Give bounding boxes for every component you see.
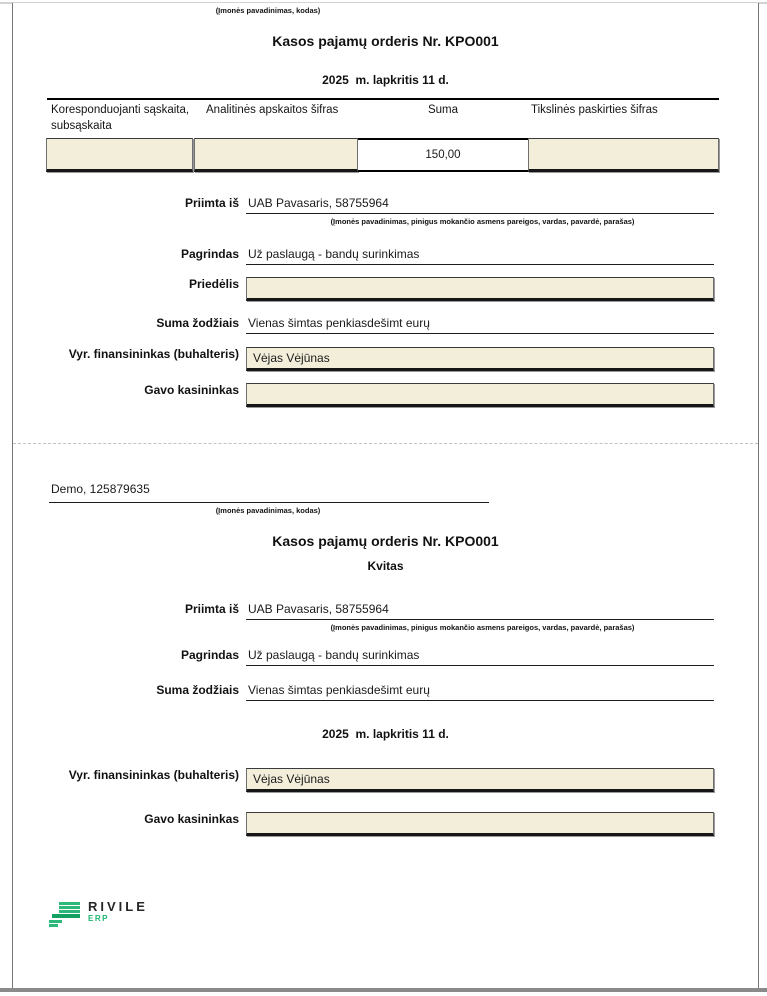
label-suma-zodziais: Suma žodžiais bbox=[156, 316, 239, 330]
section-divider bbox=[13, 443, 758, 444]
label-receipt-suma-zodziais: Suma žodžiais bbox=[156, 683, 239, 697]
row-receipt-vyr-finansininkas bbox=[47, 768, 719, 792]
value-priimta-is: UAB Pavasaris, 58755964 bbox=[246, 196, 714, 214]
receipt-subtitle: Kvitas bbox=[367, 559, 404, 573]
field-receipt-gavo-kasininkas[interactable] bbox=[246, 812, 714, 836]
field-analytic-code[interactable] bbox=[194, 138, 358, 172]
receipt-date: 2025 m. lapkritis 11 d. bbox=[322, 727, 449, 741]
row-pagrindas bbox=[47, 247, 719, 265]
label-vyr-finansininkas: Vyr. finansininkas (buhalteris) bbox=[68, 347, 239, 361]
receipt-company-name: Demo, 125879635 bbox=[49, 482, 489, 503]
value-receipt-pagrindas: Už paslaugą - bandų surinkimas bbox=[246, 648, 714, 666]
row-priedelis bbox=[47, 277, 719, 301]
row-gavo-kasininkas bbox=[47, 383, 719, 407]
label-receipt-vyr-finansininkas: Vyr. finansininkas (buhalteris) bbox=[68, 768, 239, 782]
row-priimta-is bbox=[47, 196, 719, 214]
field-receipt-vyr-finansininkas-value: Vėjas Vėjūnas bbox=[253, 772, 330, 786]
rivile-logo-icon bbox=[49, 900, 81, 929]
label-receipt-gavo-kasininkas: Gavo kasininkas bbox=[144, 812, 239, 826]
value-receipt-suma-zodziais: Vienas šimtas penkiasdešimt eurų bbox=[246, 683, 714, 701]
document-page bbox=[12, 3, 759, 988]
label-priimta-is: Priimta iš bbox=[184, 196, 239, 210]
rivile-brand-name: RIVILE bbox=[88, 899, 148, 914]
row-receipt-suma-zodziais bbox=[47, 683, 719, 701]
field-purpose-code[interactable] bbox=[528, 138, 719, 172]
row-receipt-pagrindas bbox=[47, 648, 719, 666]
caption-priimta-is: (Įmonės pavadinimas, pinigus mokančio asmens pareigos, vardas, pavardė, parašas) bbox=[330, 217, 635, 226]
rivile-logo-text bbox=[88, 900, 148, 924]
rivile-erp-label: ERP bbox=[88, 914, 109, 923]
value-receipt-priimta-is: UAB Pavasaris, 58755964 bbox=[246, 602, 714, 620]
order-date: 2025 m. lapkritis 11 d. bbox=[322, 73, 449, 87]
field-gavo-kasininkas[interactable] bbox=[246, 383, 714, 407]
horizontal-scrollbar[interactable] bbox=[0, 988, 767, 992]
row-suma-zodziais bbox=[47, 316, 719, 334]
field-vyr-finansininkas[interactable] bbox=[246, 347, 714, 371]
table-header-account: Koresponduojanti sąskaita, subsąskaita bbox=[51, 104, 190, 132]
value-suma-zodziais: Vienas šimtas penkiasdešimt eurų bbox=[246, 316, 714, 334]
cell-suma: 150,00 bbox=[358, 138, 528, 172]
label-pagrindas: Pagrindas bbox=[180, 247, 239, 261]
row-receipt-gavo-kasininkas bbox=[47, 812, 719, 836]
field-receipt-vyr-finansininkas[interactable] bbox=[246, 768, 714, 792]
company-caption-top: (Įmonės pavadinimas, kodas) bbox=[215, 6, 321, 15]
receipt-company-caption: (Įmonės pavadinimas, kodas) bbox=[215, 506, 321, 515]
receipt-title: Kasos pajamų orderis Nr. KPO001 bbox=[272, 533, 499, 549]
order-title: Kasos pajamų orderis Nr. KPO001 bbox=[272, 33, 499, 49]
label-gavo-kasininkas: Gavo kasininkas bbox=[144, 383, 239, 397]
caption-receipt-priimta-is: (Įmonės pavadinimas, pinigus mokančio asmens pareigos, vardas, pavardė, parašas) bbox=[330, 623, 635, 632]
table-header-purpose: Tikslinės paskirties šifras bbox=[531, 104, 658, 116]
table-header-analytic: Analitinės apskaitos šifras bbox=[206, 104, 339, 116]
rivile-logo bbox=[49, 900, 148, 929]
value-pagrindas: Už paslaugą - bandų surinkimas bbox=[246, 247, 714, 265]
row-vyr-finansininkas bbox=[47, 347, 719, 371]
table-top-border bbox=[47, 98, 719, 100]
row-receipt-priimta-is bbox=[47, 602, 719, 620]
field-vyr-finansininkas-value: Vėjas Vėjūnas bbox=[253, 351, 330, 365]
table-header-suma: Suma bbox=[427, 104, 459, 116]
label-receipt-pagrindas: Pagrindas bbox=[180, 648, 239, 662]
field-corresponding-account[interactable] bbox=[46, 138, 193, 172]
field-priedelis[interactable] bbox=[246, 277, 714, 301]
label-receipt-priimta-is: Priimta iš bbox=[184, 602, 239, 616]
label-priedelis: Priedėlis bbox=[188, 277, 239, 291]
